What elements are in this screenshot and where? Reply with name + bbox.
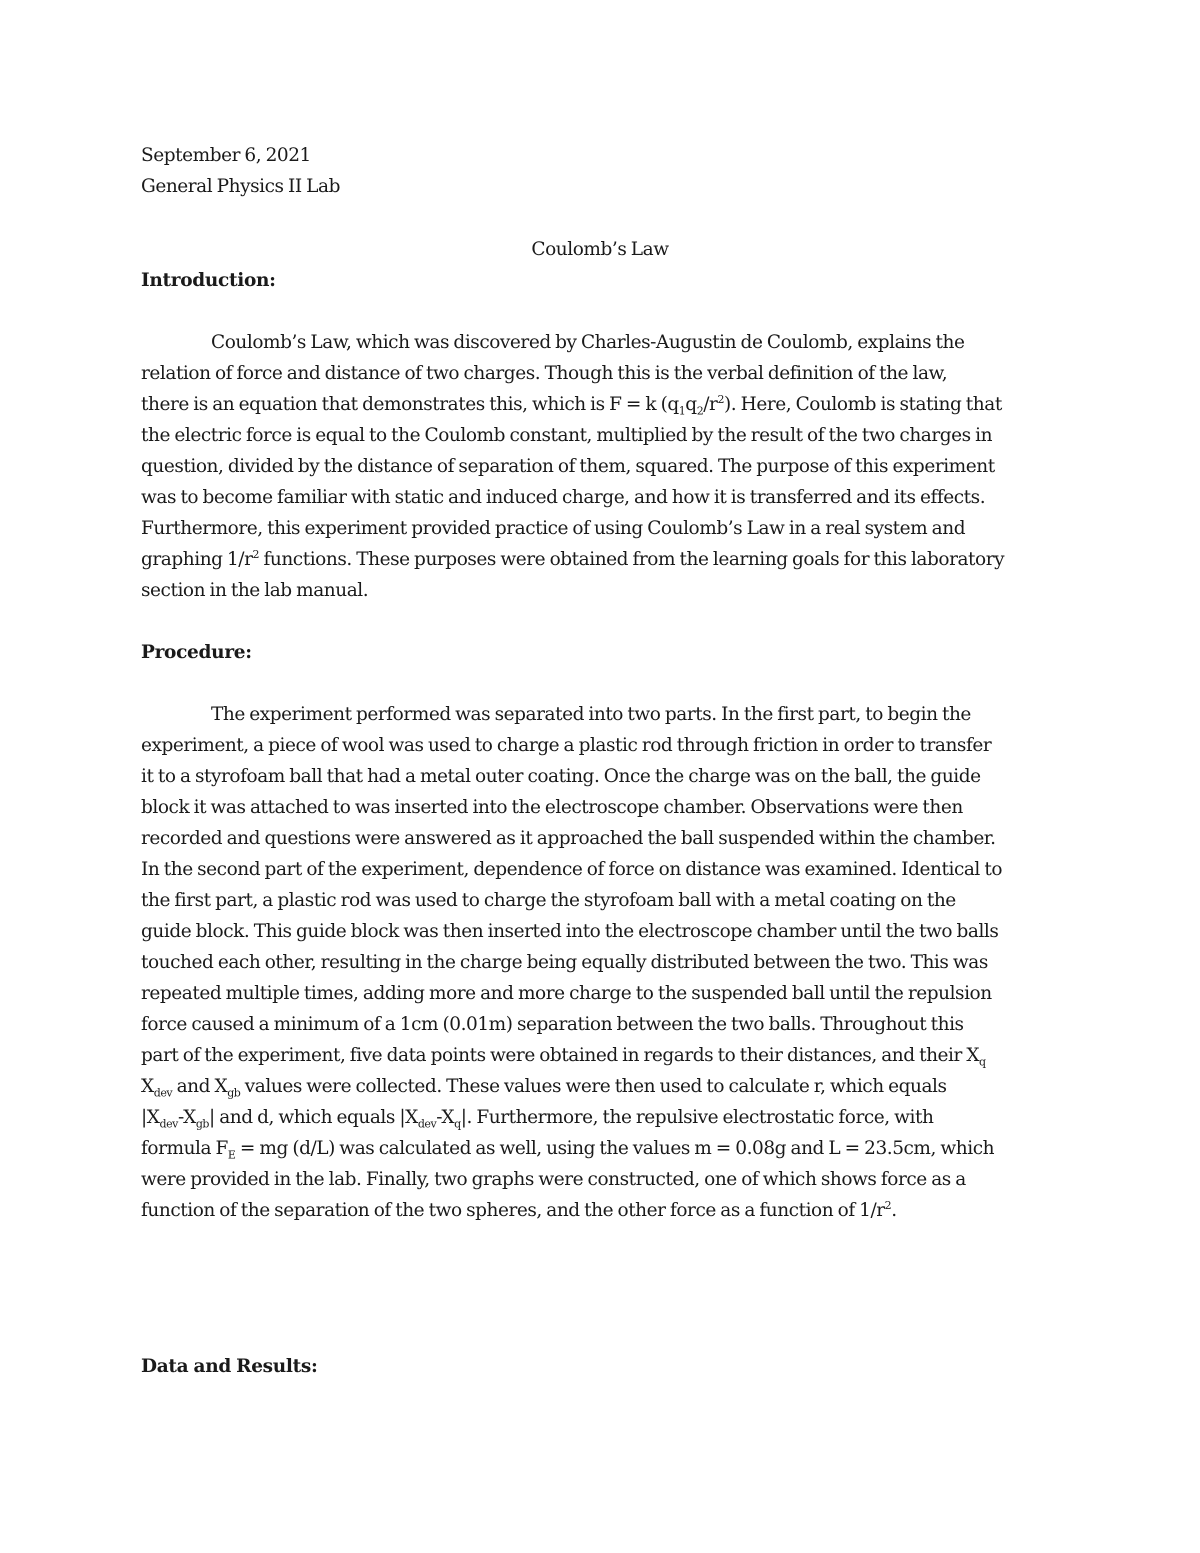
intro-paragraph-line: was to become familiar with static and induced charge, and how it is transferred and its effects. [141,487,986,508]
procedure-paragraph-line: recorded and questions were answered as it approached the ball suspended within the chamber. [141,828,996,849]
intro-paragraph-line: there is an equation that demonstrates this, which is F = k $(q_1q_2/r^2)$. Here, Coulomb is stating that [141,392,1002,418]
procedure-paragraph-line: repeated multiple times, adding more and more charge to the suspended ball until the repulsion [141,983,992,1004]
procedure-paragraph-line: it to a styrofoam ball that had a metal outer coating. Once the charge was on the ball, the guide [141,766,981,787]
procedure-paragraph-line: force caused a minimum of a 1cm (0.01m) separation between the two balls. Throughout this [141,1014,964,1035]
document-title: Coulomb’s Law [531,239,669,260]
introduction-heading: Introduction: [141,270,276,291]
procedure-paragraph-line: part of the experiment, five data points were obtained in regards to their distances, and their $X_q$ [141,1045,986,1069]
procedure-paragraph-line: function of the separation of the two spheres, and the other force as a function of $1/r^2$. [141,1198,897,1221]
date-line: September 6, 2021 [141,145,311,166]
procedure-paragraph-line: the first part, a plastic rod was used to charge the styrofoam ball with a metal coating on the [141,890,956,911]
procedure-paragraph-line: touched each other, resulting in the charge being equally distributed between the two. This was [141,952,988,973]
procedure-heading: Procedure: [141,642,252,663]
procedure-paragraph-line: $|X_{dev}-X_{gb}|$ and d, which equals $|X_{dev}-X_q|$. Furthermore, the repulsive electrostatic force, with [141,1107,934,1131]
procedure-paragraph-line: The experiment performed was separated into two parts. In the first part, to begin the [211,704,971,725]
intro-paragraph-line: relation of force and distance of two charges. Though this is the verbal definition of the law, [141,363,948,384]
procedure-paragraph-line: In the second part of the experiment, dependence of force on distance was examined. Identical to [141,859,1003,880]
data-results-heading: Data and Results: [141,1356,318,1377]
intro-paragraph-line: Coulomb’s Law, which was discovered by Charles-Augustin de Coulomb, explains the [211,332,965,353]
procedure-paragraph-line: $X_{dev}$ and $X_{gb}$ values were collected. These values were then used to calculate r, which equals [141,1076,947,1100]
intro-paragraph-line: Furthermore, this experiment provided practice of using Coulomb’s Law in a real system and [141,518,966,539]
procedure-paragraph-line: guide block. This guide block was then inserted into the electroscope chamber until the two balls [141,921,999,942]
procedure-paragraph-line: formula $F_E$ = mg (d/L) was calculated as well, using the values m = 0.08g and L = 23.5cm, which [141,1138,995,1162]
procedure-paragraph-line: were provided in the lab. Finally, two graphs were constructed, one of which shows force as a [141,1169,966,1190]
intro-paragraph-line: graphing $1/r^2$ functions. These purposes were obtained from the learning goals for this laboratory [141,547,1005,570]
intro-paragraph-line: question, divided by the distance of separation of them, squared. The purpose of this experiment [141,456,995,477]
intro-paragraph-line: section in the lab manual. [141,580,369,601]
course-line: General Physics II Lab [141,176,340,197]
procedure-paragraph-line: block it was attached to was inserted into the electroscope chamber. Observations were then [141,797,963,818]
intro-paragraph-line: the electric force is equal to the Coulomb constant, multiplied by the result of the two charges in [141,425,993,446]
procedure-paragraph-line: experiment, a piece of wool was used to charge a plastic rod through friction in order to transfer [141,735,992,756]
